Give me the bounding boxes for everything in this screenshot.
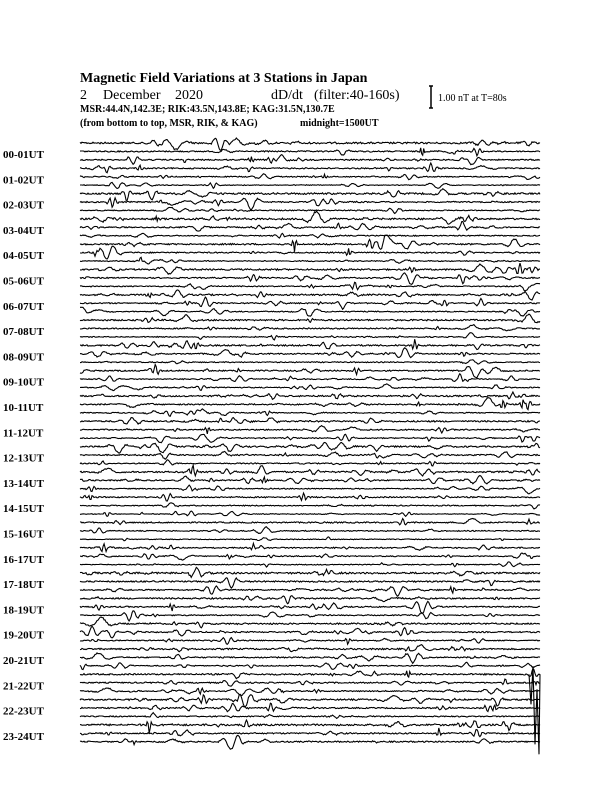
- trace-RIK-04-05UT: [80, 246, 540, 259]
- trace-MSR-17-18UT: [80, 586, 540, 596]
- chart-title: Magnetic Field Variations at 3 Stations in Japan: [80, 71, 368, 86]
- trace-RIK-00-01UT: [80, 148, 540, 156]
- trace-MSR-00-01UT: [80, 155, 540, 165]
- trace-RIK-18-19UT: [80, 601, 540, 613]
- hour-label-20-21UT: 20-21UT: [3, 655, 44, 667]
- trace-MSR-07-08UT: [80, 333, 540, 340]
- stations-line: MSR:44.4N,142.3E; RIK:43.5N,143.8E; KAG:31.5N,130.7E: [80, 104, 335, 115]
- trace-MSR-14-15UT: [80, 511, 540, 516]
- date-year: 2020: [175, 88, 203, 103]
- trace-RIK-15-16UT: [80, 527, 540, 534]
- trace-RIK-09-10UT: [80, 374, 540, 382]
- scale-bar: [429, 86, 433, 108]
- trace-KAG-20-21UT: [80, 645, 540, 652]
- hour-label-09-10UT: 09-10UT: [3, 376, 44, 389]
- trace-RIK-21-22UT: [80, 679, 540, 686]
- trace-KAG-11-12UT: [80, 418, 540, 425]
- trace-MSR-01-02UT: [80, 182, 540, 188]
- trace-MSR-18-19UT: [80, 611, 540, 621]
- trace-MSR-23-24UT: [80, 735, 540, 749]
- trace-RIK-22-23UT: [80, 703, 540, 711]
- trace-RIK-08-09UT: [80, 348, 540, 358]
- trace-KAG-17-18UT: [80, 567, 540, 577]
- scale-label: 1.00 nT at T=80s: [438, 93, 507, 104]
- trace-RIK-14-15UT: [80, 503, 540, 509]
- trace-KAG-02-03UT: [80, 189, 540, 201]
- trace-RIK-10-11UT: [80, 398, 540, 410]
- trace-RIK-02-03UT: [80, 198, 540, 210]
- trace-KAG-04-05UT: [80, 235, 540, 252]
- hour-label-04-05UT: 04-05UT: [3, 250, 44, 263]
- quantity-label: dD/dt: [271, 88, 303, 103]
- trace-MSR-12-13UT: [80, 460, 540, 466]
- trace-KAG-06-07UT: [80, 290, 540, 300]
- trace-KAG-15-16UT: [80, 519, 540, 525]
- trace-MSR-22-23UT: [80, 713, 540, 719]
- hour-label-19-20UT: 19-20UT: [3, 629, 44, 642]
- order-line: (from bottom to top, MSR, RIK, & KAG): [80, 118, 258, 129]
- trace-RIK-06-07UT: [80, 297, 540, 309]
- trace-RIK-01-02UT: [80, 174, 540, 180]
- hour-label-17-18UT: 17-18UT: [3, 579, 44, 592]
- hour-label-06-07UT: 06-07UT: [3, 300, 44, 313]
- trace-MSR-09-10UT: [80, 384, 540, 391]
- filter-label: (filter:40-160s): [314, 88, 400, 103]
- hour-label-10-11UT: 10-11UT: [3, 402, 44, 414]
- trace-KAG-16-17UT: [80, 543, 540, 551]
- trace-KAG-09-10UT: [80, 365, 540, 378]
- hour-label-01-02UT: 01-02UT: [3, 174, 44, 187]
- hour-label-07-08UT: 07-08UT: [3, 326, 44, 339]
- trace-RIK-05-06UT: [80, 273, 540, 285]
- trace-MSR-02-03UT: [80, 207, 540, 213]
- trace-RIK-13-14UT: [80, 476, 540, 484]
- hour-label-12-13UT: 12-13UT: [3, 452, 44, 465]
- hour-label-14-15UT: 14-15UT: [3, 503, 44, 516]
- hour-label-11-12UT: 11-12UT: [3, 427, 44, 440]
- hour-label-21-22UT: 21-22UT: [3, 680, 44, 693]
- trace-MSR-16-17UT: [80, 562, 540, 567]
- trace-MSR-05-06UT: [80, 282, 540, 291]
- trace-MSR-06-07UT: [80, 307, 540, 316]
- hour-label-16-17UT: 16-17UT: [3, 553, 44, 566]
- hour-label-02-03UT: 02-03UT: [3, 199, 44, 212]
- trace-KAG-21-22UT: [80, 668, 540, 678]
- trace-RIK-07-08UT: [80, 325, 540, 331]
- trace-KAG-13-14UT: [80, 465, 540, 476]
- hour-label-08-09UT: 08-09UT: [3, 351, 44, 364]
- trace-KAG-18-19UT: [80, 596, 540, 604]
- trace-MSR-11-12UT: [80, 434, 540, 442]
- trace-KAG-22-23UT: [80, 694, 540, 706]
- trace-MSR-20-21UT: [80, 662, 540, 669]
- trace-RIK-12-13UT: [80, 451, 540, 459]
- trace-RIK-16-17UT: [80, 553, 540, 560]
- trace-KAG-08-09UT: [80, 339, 540, 349]
- trace-MSR-04-05UT: [80, 257, 540, 264]
- date-month: December: [103, 88, 161, 103]
- hour-label-15-16UT: 15-16UT: [3, 528, 44, 541]
- hour-label-13-14UT: 13-14UT: [3, 477, 44, 490]
- hour-label-22-23UT: 22-23UT: [3, 705, 44, 718]
- trace-KAG-14-15UT: [80, 493, 540, 501]
- trace-KAG-05-06UT: [80, 263, 540, 274]
- trace-KAG-12-13UT: [80, 443, 540, 454]
- trace-KAG-03-04UT: [80, 211, 540, 224]
- hour-label-00-01UT: 00-01UT: [3, 149, 44, 161]
- trace-RIK-03-04UT: [80, 222, 540, 232]
- hour-label-18-19UT: 18-19UT: [3, 604, 44, 617]
- trace-MSR-13-14UT: [80, 485, 540, 494]
- trace-KAG-23-24UT: [80, 720, 540, 733]
- trace-MSR-03-04UT: [80, 233, 540, 238]
- hour-label-05-06UT: 05-06UT: [3, 275, 44, 288]
- trace-RIK-19-20UT: [80, 626, 540, 638]
- trace-RIK-17-18UT: [80, 578, 540, 588]
- trace-KAG-07-08UT: [80, 314, 540, 323]
- hour-label-23-24UT: 23-24UT: [3, 730, 44, 743]
- trace-MSR-19-20UT: [80, 638, 540, 645]
- trace-KAG-19-20UT: [80, 617, 540, 628]
- trace-KAG-00-01UT: [80, 138, 540, 150]
- trace-RIK-20-21UT: [80, 653, 540, 664]
- date-day: 2: [80, 88, 87, 103]
- midnight-line: midnight=1500UT: [300, 118, 379, 129]
- hour-label-03-04UT: 03-04UT: [3, 224, 44, 237]
- trace-MSR-10-11UT: [80, 409, 540, 416]
- trace-MSR-15-16UT: [80, 537, 540, 541]
- trace-RIK-11-12UT: [80, 426, 540, 434]
- trace-MSR-21-22UT: [80, 688, 540, 696]
- trace-KAG-10-11UT: [80, 392, 540, 399]
- trace-MSR-08-09UT: [80, 360, 540, 364]
